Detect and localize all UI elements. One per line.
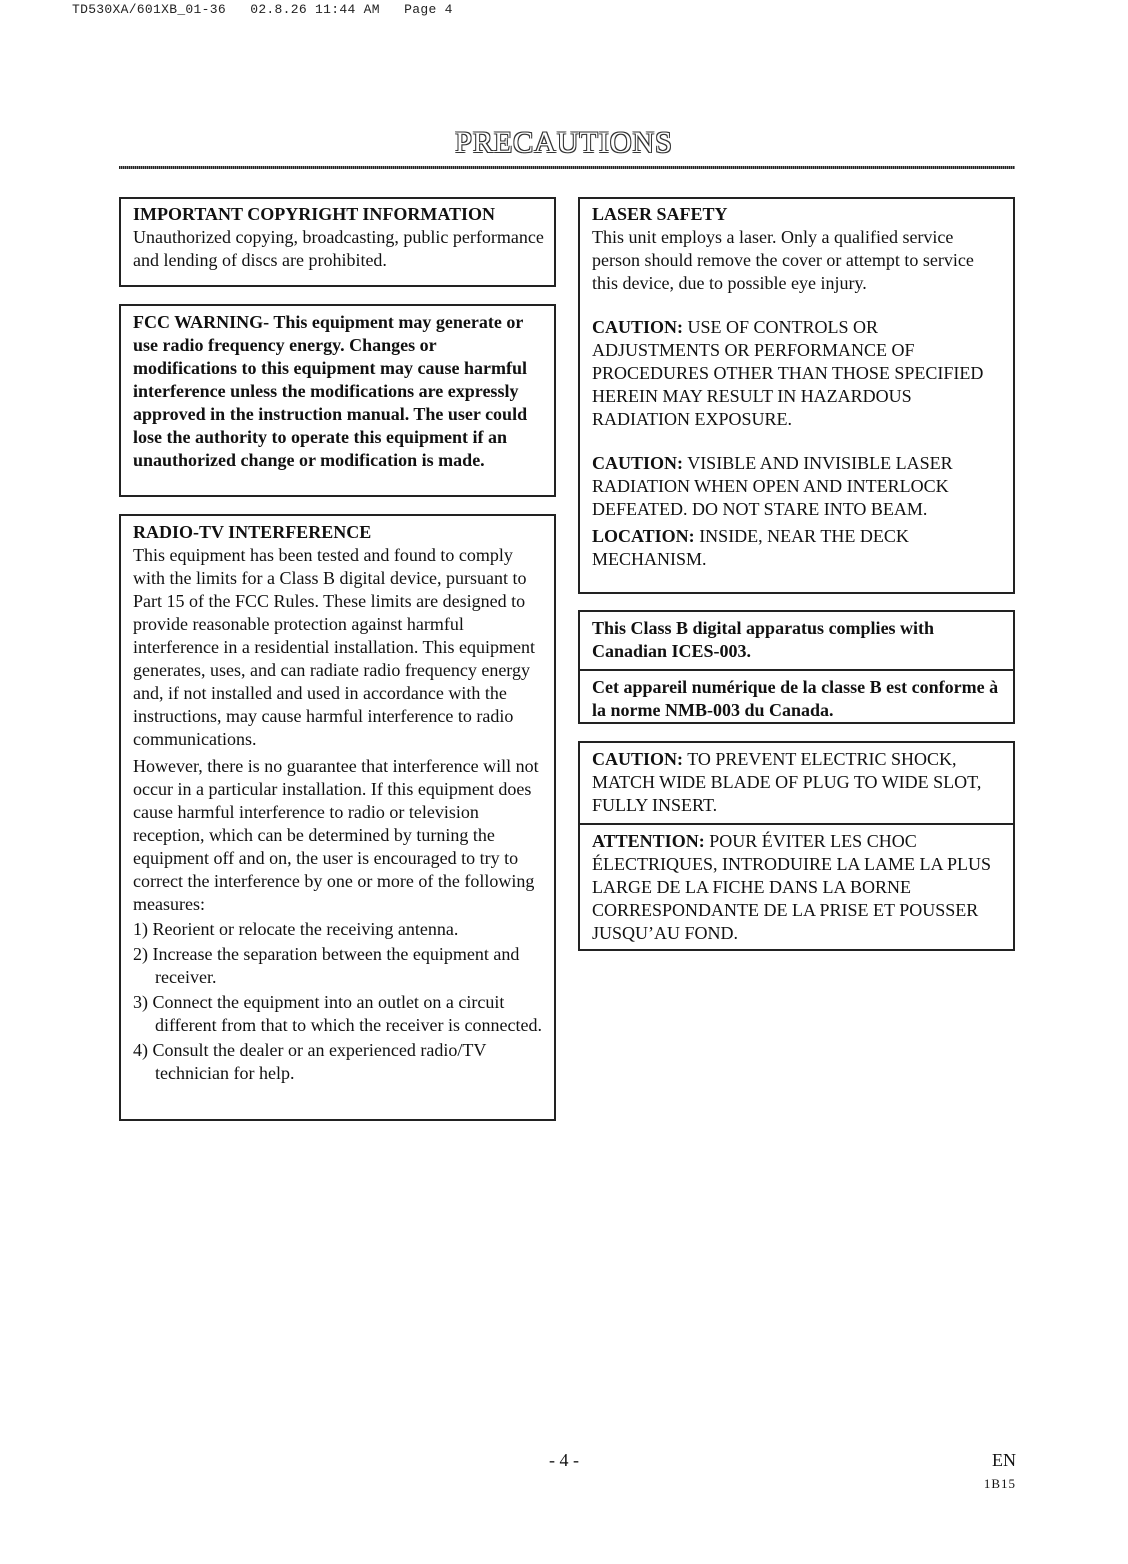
laser-text: This unit employs a laser. Only a qualified service person should remove the cover or attempt to service this device, due to possible eye injury. xyxy=(592,227,974,293)
location-label: LOCATION: xyxy=(592,526,695,546)
shock-caution-french xyxy=(580,823,1013,951)
measure-item: 3) Connect the equipment into an outlet on a circuit different from that to which the receiver is connected. xyxy=(133,992,543,1035)
shock-caution-box xyxy=(578,741,1015,951)
language-code: EN xyxy=(992,1450,1016,1470)
attention-label: ATTENTION: xyxy=(592,831,705,851)
radio-tv-para1: This equipment has been tested and found to comply with the limits for a Class B digital device, pursuant to Part 15 of the FCC Rules. These limits are designed to provide reasonable protection against harmful interference in a residential installation. This equipment generates, uses, and can radiate radio frequency energy and, if not installed and used in accordance with the instructions, may cause harmful interference to radio communications. xyxy=(133,545,536,749)
laser-location xyxy=(592,525,1003,571)
location-text: INSIDE, NEAR THE DECK MECHANISM. xyxy=(592,526,909,569)
radio-tv-heading: RADIO-TV INTERFERENCE xyxy=(133,522,372,542)
measures-list xyxy=(133,918,544,1085)
caution-text: VISIBLE AND INVISIBLE LASER RADIATION WHEN OPEN AND INTERLOCK DEFEATED. DO NOT STARE INTO BEAM. xyxy=(592,453,953,519)
measure-item: 1) Reorient or relocate the receiving antenna. xyxy=(133,919,459,939)
file-stamp: TD530XA/601XB_01-36 02.8.26 11:44 AM Page 4 xyxy=(72,2,453,17)
caution-label: CAUTION: xyxy=(592,453,684,473)
page-title: PRECAUTIONS xyxy=(455,126,673,159)
caution-label: CAUTION: xyxy=(592,317,684,337)
title-rule xyxy=(119,166,1015,169)
copyright-text: Unauthorized copying, broadcasting, public performance and lending of discs are prohibited. xyxy=(133,227,544,270)
copyright-heading: IMPORTANT COPYRIGHT INFORMATION xyxy=(133,204,496,224)
attention-text: POUR ÉVITER LES CHOC ÉLECTRIQUES, INTRODUIRE LA LAME LA PLUS LARGE DE LA FICHE DANS LA BORNE CORRESPONDANTE DE LA PRISE ET POUSSER JUSQU’AU FOND. xyxy=(592,831,991,943)
laser-caution-1 xyxy=(592,316,1003,431)
radio-tv-para2: However, there is no guarantee that interference will not occur in a particular installation. If this equipment does cause harmful interference to radio or television reception, which can be determined by turning the equipment off and on, the user is encouraged to try to correct the interference by one or more of the following measures: xyxy=(133,756,539,914)
laser-safety-box xyxy=(578,197,1015,594)
canada-english: This Class B digital apparatus complies with Canadian ICES-003. xyxy=(592,618,935,661)
laser-caution-2 xyxy=(592,452,1003,521)
radio-tv-box xyxy=(119,514,556,1121)
canada-french: Cet appareil numérique de la classe B est conforme à la norme NMB-003 du Canada. xyxy=(580,669,1013,728)
fcc-warning-box xyxy=(119,304,556,497)
doc-code: 1B15 xyxy=(983,1476,1016,1491)
canada-compliance-box xyxy=(578,610,1015,724)
shock-caution-english xyxy=(580,743,1013,823)
page-number: - 4 - xyxy=(549,1450,579,1470)
measure-item: 2) Increase the separation between the equipment and receiver. xyxy=(133,944,520,987)
fcc-warning-text: FCC WARNING- This equipment may generate or use radio frequency energy. Changes or modifications to this equipment may cause harmful interference unless the modifications are expressly approved in the instruction manual. The user could lose the authority to operate this equipment if an unauthorized change or modification is made. xyxy=(133,312,528,470)
caution-text: USE OF CONTROLS OR ADJUSTMENTS OR PERFORMANCE OF PROCEDURES OTHER THAN THOSE SPECIFIED HEREIN MAY RESULT IN HAZARDOUS RADIATION EXPOSURE. xyxy=(592,317,984,429)
laser-heading: LASER SAFETY xyxy=(592,204,728,224)
copyright-box xyxy=(119,197,556,287)
caution-text: TO PREVENT ELECTRIC SHOCK, MATCH WIDE BLADE OF PLUG TO WIDE SLOT, FULLY INSERT. xyxy=(592,749,982,815)
measure-item: 4) Consult the dealer or an experienced radio/TV technician for help. xyxy=(133,1040,487,1083)
caution-label: CAUTION: xyxy=(592,749,684,769)
